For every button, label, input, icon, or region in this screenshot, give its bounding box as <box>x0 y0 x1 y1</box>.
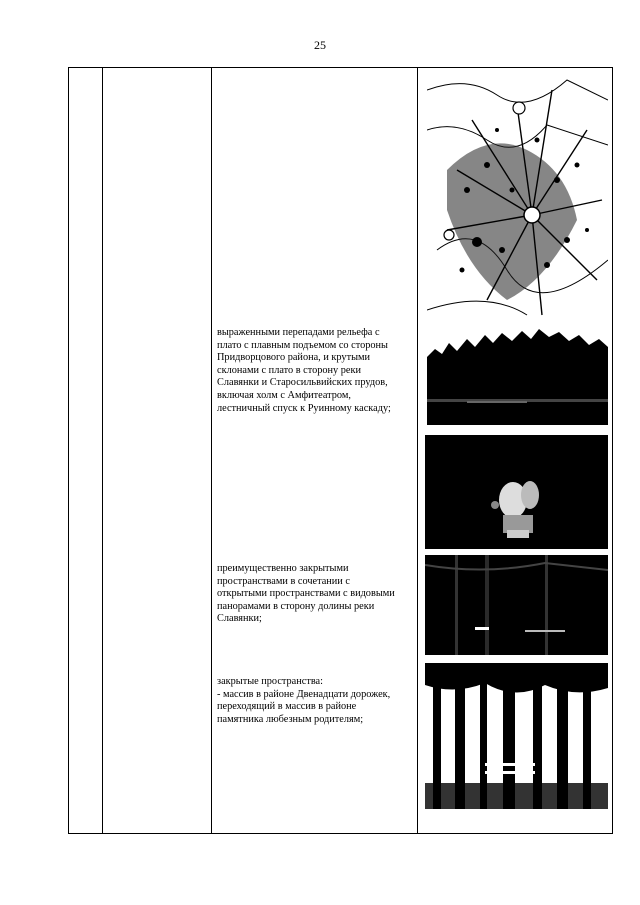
landscape-photo-monument <box>425 435 608 549</box>
text-line: открытыми пространствами с видовыми <box>217 588 395 600</box>
description-relief <box>217 327 413 415</box>
description-closed-spaces <box>217 676 413 726</box>
text-line: включая холм с Амфитеатром, <box>217 389 351 401</box>
text-line: переходящий в массив в районе <box>217 701 357 713</box>
text-line: панорамами в сторону долины реки <box>217 600 375 612</box>
text-line: памятника любезным родителям; <box>217 713 364 725</box>
text-line: Придворцового района, и крутыми <box>217 352 371 364</box>
text-line: преимущественно закрытыми <box>217 563 349 574</box>
column-divider <box>211 68 212 833</box>
landscape-photo-treeline <box>427 329 608 425</box>
text-line: Славянки; <box>217 613 262 625</box>
text-line: Славянки и Старосильвийских прудов, <box>217 377 388 389</box>
page-number: 25 <box>314 38 326 52</box>
text-line: закрытые пространства: <box>217 676 323 687</box>
landscape-photo-forest <box>425 555 608 655</box>
column-divider <box>102 68 103 833</box>
text-line: - массив в районе Двенадцати дорожек, <box>217 688 391 700</box>
description-closed-open <box>217 563 413 626</box>
text-line: выраженными перепадами рельефа с <box>217 327 380 338</box>
text-line: пространствами в сочетании с <box>217 575 350 587</box>
text-line: склонами с плато в сторону реки <box>217 364 362 376</box>
landscape-photo-trees <box>425 663 608 809</box>
column-divider <box>417 68 418 833</box>
text-line: плато с плавным подъемом со стороны <box>217 339 388 351</box>
document-table <box>68 67 613 834</box>
text-line: лестничный спуск к Руинному каскаду; <box>217 402 391 414</box>
park-map-image <box>427 70 608 320</box>
